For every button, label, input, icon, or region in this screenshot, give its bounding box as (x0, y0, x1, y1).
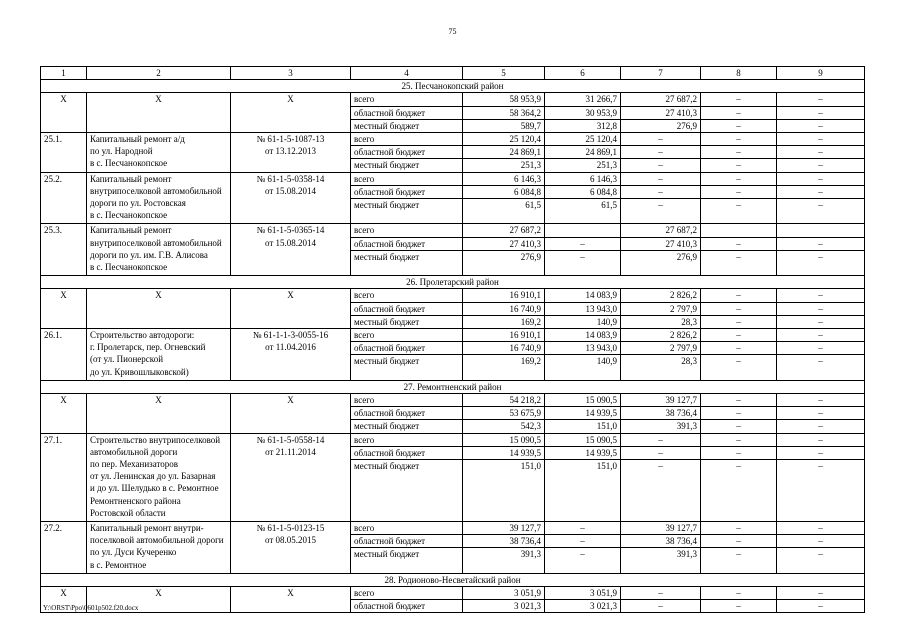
budget-type: местный бюджет (351, 159, 463, 172)
year-2017-value: 39 127,7 (621, 394, 701, 407)
year-2017-value: – (621, 600, 701, 613)
section-header-row (41, 276, 865, 289)
year-2018-value: – (701, 420, 777, 433)
budget-type: областной бюджет (351, 106, 463, 119)
year-2017-value: 391,3 (621, 548, 701, 573)
year-2018-value: – (701, 433, 777, 446)
item-name-line: до ул. Кривошлыковской) (90, 366, 189, 377)
year-2016-value: 15 090,5 (545, 433, 621, 446)
budget-type: всего (351, 224, 463, 237)
year-2018-value: – (701, 93, 777, 106)
year-2019-value: – (777, 159, 865, 172)
item-number: 25.2. (41, 172, 87, 224)
budget-type: областной бюджет (351, 535, 463, 548)
total-value: 27 687,2 (463, 224, 545, 237)
year-2018-value: – (701, 522, 777, 535)
year-2016-value: 14 939,5 (545, 446, 621, 459)
year-2017-value: 28,3 (621, 355, 701, 380)
item-row (41, 329, 865, 342)
year-2018-value: – (701, 106, 777, 119)
item-document-line: № 61-1-5-1087-13 (256, 134, 325, 145)
item-name-line: в с. Ремонтное (90, 559, 147, 570)
total-marker: Х (87, 394, 231, 434)
total-value: 24 869,1 (463, 146, 545, 159)
budget-type: местный бюджет (351, 119, 463, 132)
year-2019-value: – (777, 329, 865, 342)
section-title: 27. Ремонтненский район (41, 380, 865, 393)
total-marker: Х (41, 587, 87, 613)
year-2016-value: 3 021,3 (545, 600, 621, 613)
year-2019-value: – (777, 460, 865, 522)
year-2016-value: 14 083,9 (545, 289, 621, 302)
year-2016-value: 25 120,4 (545, 133, 621, 146)
column-header: 3 (231, 67, 351, 80)
item-row (41, 224, 865, 237)
item-name-line: дороги по ул. им. Г.В. Алисова (90, 249, 208, 260)
budget-type: всего (351, 93, 463, 106)
year-2017-value: 2 797,9 (621, 342, 701, 355)
year-2016-value: 31 266,7 (545, 93, 621, 106)
item-document-line: № 61-1-5-0365-14 (256, 225, 325, 236)
year-2017-value: 27 687,2 (621, 224, 701, 237)
item-document-line: № 61-1-5-0123-15 (256, 523, 325, 534)
section-header-row (41, 80, 865, 93)
item-document (231, 224, 351, 276)
item-name-line: автомобильной дороги (90, 446, 178, 457)
budget-type: всего (351, 433, 463, 446)
year-2017-value: 38 736,4 (621, 407, 701, 420)
total-marker: Х (231, 394, 351, 434)
year-2016-value: 61,5 (545, 199, 621, 224)
item-name (87, 172, 231, 224)
total-value: 14 939,5 (463, 446, 545, 459)
year-2017-value: – (621, 460, 701, 522)
budget-type: областной бюджет (351, 600, 463, 613)
total-value: 16 740,9 (463, 302, 545, 315)
total-marker: Х (231, 289, 351, 329)
total-value: 251,3 (463, 159, 545, 172)
item-name-line: Капитальный ремонт внутри- (90, 523, 204, 534)
year-2018-value: – (701, 302, 777, 315)
column-header-row (41, 67, 865, 80)
item-name-line: Капитальный ремонт (90, 173, 172, 184)
total-marker: Х (87, 587, 231, 613)
budget-type: всего (351, 587, 463, 600)
item-name-line: от ул. Ленинская до ул. Базарная (90, 471, 216, 482)
section-total-row (41, 93, 865, 106)
budget-type: местный бюджет (351, 355, 463, 380)
year-2017-value: 2 826,2 (621, 329, 701, 342)
year-2016-value: – (545, 548, 621, 573)
total-marker: Х (41, 93, 87, 133)
total-marker: Х (231, 587, 351, 613)
year-2018-value: – (701, 250, 777, 275)
item-row (41, 172, 865, 185)
item-name (87, 133, 231, 173)
footer-file-path: Y:\ORST\Ppo\0601p502.f20.docx (43, 604, 139, 612)
year-2019-value: – (777, 172, 865, 185)
year-2017-value: 391,3 (621, 420, 701, 433)
year-2018-value (701, 224, 777, 237)
year-2019-value: – (777, 548, 865, 573)
total-value: 3 021,3 (463, 600, 545, 613)
year-2019-value: – (777, 237, 865, 250)
year-2019-value: – (777, 407, 865, 420)
budget-type: областной бюджет (351, 342, 463, 355)
item-name-line: в с. Песчанокопское (90, 158, 168, 169)
budget-type: областной бюджет (351, 237, 463, 250)
column-header: 4 (351, 67, 463, 80)
year-2019-value: – (777, 355, 865, 380)
year-2018-value: – (701, 159, 777, 172)
year-2017-value: – (621, 199, 701, 224)
total-marker: Х (41, 289, 87, 329)
total-marker: Х (41, 394, 87, 434)
total-value: 16 910,1 (463, 329, 545, 342)
year-2017-value: – (621, 159, 701, 172)
item-name-line: Капитальный ремонт (90, 225, 172, 236)
year-2019-value: – (777, 133, 865, 146)
budget-type: местный бюджет (351, 460, 463, 522)
item-document-line: от 21.11.2014 (265, 446, 316, 457)
year-2016-value: 30 953,9 (545, 106, 621, 119)
total-value: 589,7 (463, 119, 545, 132)
total-value: 58 953,9 (463, 93, 545, 106)
budget-type: всего (351, 522, 463, 535)
year-2017-value: – (621, 133, 701, 146)
item-row (41, 522, 865, 535)
section-header-row (41, 573, 865, 586)
item-document-line: от 15.08.2014 (264, 237, 317, 248)
item-document (231, 433, 351, 521)
section-total-row (41, 394, 865, 407)
total-value: 38 736,4 (463, 535, 545, 548)
year-2017-value: 276,9 (621, 250, 701, 275)
total-marker: Х (87, 289, 231, 329)
year-2019-value (777, 224, 865, 237)
section-title: 28. Родионово-Несветайский район (41, 573, 865, 586)
item-document-line: № 61-1-1-3-0055-16 (252, 330, 329, 341)
year-2017-value: – (621, 146, 701, 159)
column-header: 7 (621, 67, 701, 80)
total-value: 53 675,9 (463, 407, 545, 420)
year-2017-value: 39 127,7 (621, 522, 701, 535)
year-2017-value: 27 410,3 (621, 106, 701, 119)
year-2018-value: – (701, 446, 777, 459)
year-2016-value: 140,9 (545, 355, 621, 380)
item-number: 25.1. (41, 133, 87, 173)
total-value: 169,2 (463, 355, 545, 380)
year-2019-value: – (777, 433, 865, 446)
year-2019-value: – (777, 420, 865, 433)
budget-table (40, 66, 865, 613)
total-marker: Х (231, 93, 351, 133)
year-2018-value: – (701, 185, 777, 198)
year-2016-value: 6 084,8 (545, 185, 621, 198)
year-2019-value: – (777, 315, 865, 328)
item-name (87, 522, 231, 574)
year-2019-value: – (777, 119, 865, 132)
item-document-line: от 13.12.2013 (264, 146, 317, 157)
year-2019-value: – (777, 535, 865, 548)
year-2018-value: – (701, 587, 777, 600)
year-2019-value: – (777, 600, 865, 613)
item-number: 25.3. (41, 224, 87, 276)
year-2018-value: – (701, 119, 777, 132)
item-name-line: поселковой автомобильной дороги (90, 535, 224, 546)
total-value: 276,9 (463, 250, 545, 275)
year-2019-value: – (777, 199, 865, 224)
item-name-line: в с. Песчанокопское (90, 262, 168, 273)
budget-type: местный бюджет (351, 420, 463, 433)
total-value: 27 410,3 (463, 237, 545, 250)
budget-type: областной бюджет (351, 446, 463, 459)
year-2017-value: 27 410,3 (621, 237, 701, 250)
section-header-row (41, 380, 865, 393)
total-value: 151,0 (463, 460, 545, 522)
year-2016-value: 312,8 (545, 119, 621, 132)
total-value: 61,5 (463, 199, 545, 224)
column-header: 9 (777, 67, 865, 80)
total-value: 169,2 (463, 315, 545, 328)
total-value: 542,3 (463, 420, 545, 433)
year-2018-value: – (701, 315, 777, 328)
year-2017-value: – (621, 185, 701, 198)
year-2016-value: – (545, 237, 621, 250)
item-name-line: по ул. Народной (90, 146, 153, 157)
year-2018-value: – (701, 146, 777, 159)
year-2019-value: – (777, 185, 865, 198)
column-header: 6 (545, 67, 621, 80)
year-2018-value: – (701, 600, 777, 613)
year-2017-value: 38 736,4 (621, 535, 701, 548)
section-title: 25. Песчанокопский район (41, 80, 865, 93)
item-name-line: внутрипоселковой автомобильной (90, 185, 222, 196)
year-2018-value: – (701, 133, 777, 146)
year-2018-value: – (701, 237, 777, 250)
budget-type: всего (351, 394, 463, 407)
year-2018-value: – (701, 199, 777, 224)
year-2016-value: 24 869,1 (545, 146, 621, 159)
year-2019-value: – (777, 342, 865, 355)
item-document-line: от 08.05.2015 (264, 535, 317, 546)
item-name-line: по пер. Механизаторов (90, 459, 179, 470)
section-total-row (41, 289, 865, 302)
total-value: 58 364,2 (463, 106, 545, 119)
year-2016-value: 14 939,5 (545, 407, 621, 420)
year-2017-value: 28,3 (621, 315, 701, 328)
item-name-line: Ростовской области (90, 507, 166, 518)
year-2016-value: 3 051,9 (545, 587, 621, 600)
item-document (231, 133, 351, 173)
year-2016-value: 151,0 (545, 460, 621, 522)
year-2018-value: – (701, 535, 777, 548)
item-name-line: и до ул. Шелудько в с. Ремонтное (90, 483, 219, 494)
item-document-line: от 11.04.2016 (265, 342, 316, 353)
item-name (87, 329, 231, 381)
total-value: 16 910,1 (463, 289, 545, 302)
year-2016-value: 14 083,9 (545, 329, 621, 342)
year-2019-value: – (777, 250, 865, 275)
year-2019-value: – (777, 587, 865, 600)
year-2019-value: – (777, 522, 865, 535)
item-document (231, 329, 351, 381)
item-row (41, 433, 865, 446)
year-2018-value: – (701, 394, 777, 407)
total-value: 25 120,4 (463, 133, 545, 146)
item-name-line: (от ул. Пионерской (90, 354, 164, 365)
year-2018-value: – (701, 355, 777, 380)
total-value: 16 740,9 (463, 342, 545, 355)
total-value: 15 090,5 (463, 433, 545, 446)
column-header: 1 (41, 67, 87, 80)
year-2017-value: 27 687,2 (621, 93, 701, 106)
year-2017-value: – (621, 587, 701, 600)
item-name (87, 224, 231, 276)
item-document-line: № 61-1-5-0358-14 (256, 173, 325, 184)
year-2017-value: – (621, 172, 701, 185)
item-name-line: по ул. Дуси Кучеренко (90, 547, 177, 558)
column-header: 2 (87, 67, 231, 80)
section-title: 26. Пролетарский район (41, 276, 865, 289)
year-2019-value: – (777, 302, 865, 315)
total-marker: Х (87, 93, 231, 133)
budget-type: местный бюджет (351, 548, 463, 573)
year-2016-value: 13 943,0 (545, 302, 621, 315)
budget-type: областной бюджет (351, 302, 463, 315)
year-2016-value (545, 224, 621, 237)
year-2017-value: 276,9 (621, 119, 701, 132)
total-value: 6 084,8 (463, 185, 545, 198)
item-document (231, 172, 351, 224)
year-2019-value: – (777, 446, 865, 459)
total-value: 391,3 (463, 548, 545, 573)
item-document-line: № 61-1-5-0558-14 (256, 434, 325, 445)
budget-type: областной бюджет (351, 407, 463, 420)
year-2018-value: – (701, 329, 777, 342)
year-2018-value: – (701, 342, 777, 355)
budget-type: всего (351, 289, 463, 302)
year-2016-value: 140,9 (545, 315, 621, 328)
year-2016-value: 251,3 (545, 159, 621, 172)
column-header: 8 (701, 67, 777, 80)
year-2019-value: – (777, 394, 865, 407)
year-2018-value: – (701, 460, 777, 522)
year-2016-value: – (545, 535, 621, 548)
budget-type: местный бюджет (351, 199, 463, 224)
budget-type: всего (351, 329, 463, 342)
total-value: 39 127,7 (463, 522, 545, 535)
budget-type: местный бюджет (351, 250, 463, 275)
year-2018-value: – (701, 548, 777, 573)
year-2016-value: 13 943,0 (545, 342, 621, 355)
item-name-line: Строительство автодороги: (90, 330, 195, 341)
year-2019-value: – (777, 289, 865, 302)
year-2016-value: 151,0 (545, 420, 621, 433)
budget-type: областной бюджет (351, 146, 463, 159)
item-name-line: Капитальный ремонт а/д (90, 134, 185, 145)
item-name-line: Строительство внутрипоселковой (90, 434, 221, 445)
item-name-line: дороги по ул. Ростовская (90, 198, 186, 209)
section-total-row (41, 587, 865, 600)
year-2017-value: 2 826,2 (621, 289, 701, 302)
item-row (41, 133, 865, 146)
item-name-line: г. Пролетарск, пер. Огневский (90, 342, 206, 353)
item-number: 27.2. (41, 522, 87, 574)
year-2019-value: – (777, 146, 865, 159)
year-2017-value: – (621, 446, 701, 459)
item-number: 26.1. (41, 329, 87, 381)
budget-type: местный бюджет (351, 315, 463, 328)
year-2018-value: – (701, 172, 777, 185)
item-name-line: в с. Песчанокопское (90, 210, 168, 221)
year-2018-value: – (701, 407, 777, 420)
item-name (87, 433, 231, 521)
total-value: 54 218,2 (463, 394, 545, 407)
year-2019-value: – (777, 93, 865, 106)
year-2016-value: 15 090,5 (545, 394, 621, 407)
item-document-line: от 15.08.2014 (264, 185, 317, 196)
item-number: 27.1. (41, 433, 87, 521)
year-2019-value: – (777, 106, 865, 119)
item-name-line: внутрипоселковой автомобильной (90, 237, 222, 248)
year-2016-value: – (545, 250, 621, 275)
total-value: 6 146,3 (463, 172, 545, 185)
budget-type: областной бюджет (351, 185, 463, 198)
total-value: 3 051,9 (463, 587, 545, 600)
year-2017-value: 2 797,9 (621, 302, 701, 315)
budget-type: всего (351, 133, 463, 146)
year-2016-value: – (545, 522, 621, 535)
column-header: 5 (463, 67, 545, 80)
year-2018-value: – (701, 289, 777, 302)
year-2017-value: – (621, 433, 701, 446)
page-number: 75 (448, 27, 457, 36)
year-2016-value: 6 146,3 (545, 172, 621, 185)
budget-type: всего (351, 172, 463, 185)
item-document (231, 522, 351, 574)
item-name-line: Ремонтненского района (90, 495, 181, 506)
